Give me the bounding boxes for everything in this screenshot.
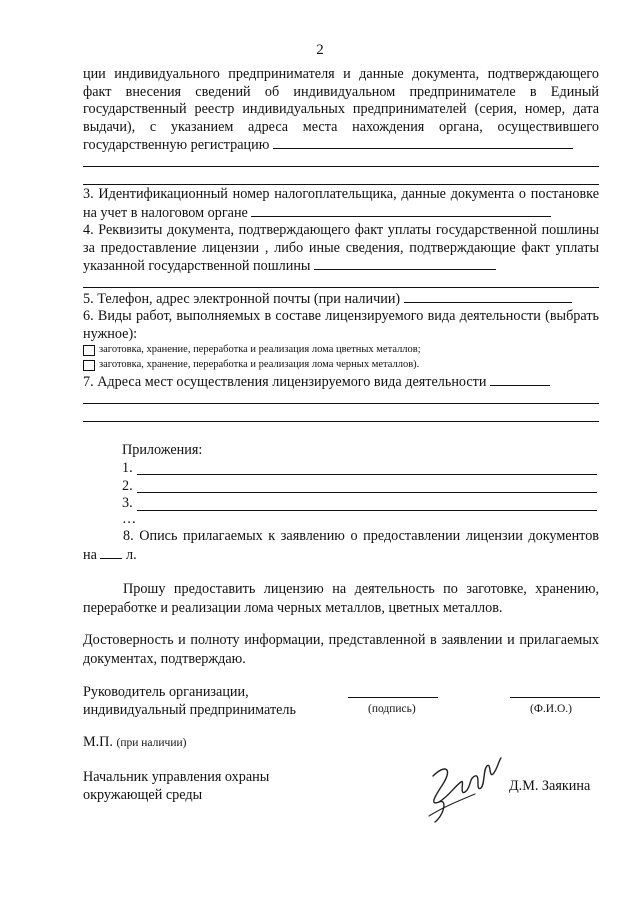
item-8-text: 8. Опись прилагаемых к заявлению о предоставлении лицензии документов на bbox=[83, 528, 599, 563]
item-8-suffix: л. bbox=[125, 547, 137, 563]
item-7 bbox=[83, 373, 599, 392]
annex-item-1: 1. bbox=[122, 460, 133, 476]
signature-caption: (подпись) bbox=[368, 703, 416, 715]
item-5-text: 5. Телефон, адрес электронной почты (при наличии) bbox=[83, 291, 401, 307]
item-4 bbox=[83, 222, 599, 276]
annex-blank-1[interactable] bbox=[137, 474, 597, 475]
stamp-label bbox=[83, 733, 186, 753]
request-paragraph: Прошу предоставить лицензию на деятельность по заготовке, хранению, переработке и реализации лома черных металлов, цветных металлов. bbox=[83, 581, 599, 616]
stamp-note: (при наличии) bbox=[116, 737, 187, 749]
annex-blank-2[interactable] bbox=[137, 492, 597, 493]
inn-blank[interactable] bbox=[251, 204, 551, 217]
item-5 bbox=[83, 290, 599, 309]
addresses-blank[interactable] bbox=[490, 373, 550, 386]
checkbox[interactable] bbox=[83, 345, 95, 356]
option-ferrous[interactable] bbox=[83, 359, 419, 371]
name-caption: (Ф.И.О.) bbox=[530, 703, 572, 715]
confirm-paragraph: Достоверность и полноту информации, представленной в заявлении и прилагаемых документах, подтверждаю. bbox=[83, 632, 599, 667]
contact-blank[interactable] bbox=[404, 290, 572, 303]
chief-title-line2: окружающей среды bbox=[83, 787, 203, 803]
option-nonferrous[interactable] bbox=[83, 344, 421, 356]
fee-payment-blank[interactable] bbox=[314, 257, 496, 270]
head-title-line1: Руководитель организации, bbox=[83, 684, 249, 700]
checkbox[interactable] bbox=[83, 360, 95, 371]
item-3 bbox=[83, 186, 599, 222]
page-count-blank[interactable] bbox=[100, 546, 122, 559]
handwritten-signature bbox=[425, 756, 505, 828]
item-7-text: 7. Адреса мест осуществления лицензируемого вида деятельности bbox=[83, 374, 487, 390]
annex-blank-3[interactable] bbox=[137, 510, 597, 511]
chief-name: Д.М. Заякина bbox=[509, 778, 591, 794]
option-nonferrous-label: заготовка, хранение, переработка и реализация лома цветных металлов; bbox=[99, 344, 421, 355]
blank-line bbox=[83, 166, 599, 167]
blank-line bbox=[83, 403, 599, 404]
head-title-line2: индивидуальный предприниматель bbox=[83, 702, 296, 718]
chief-title-line1: Начальник управления охраны bbox=[83, 769, 270, 785]
annex-item-2: 2. bbox=[122, 478, 133, 494]
item-6 bbox=[83, 308, 599, 343]
registration-authority-blank[interactable] bbox=[273, 136, 573, 149]
annex-ellipsis: … bbox=[122, 511, 137, 527]
annex-title: Приложения: bbox=[122, 442, 203, 458]
page-number: 2 bbox=[316, 42, 324, 58]
blank-line bbox=[83, 184, 599, 185]
signature-blank[interactable] bbox=[348, 697, 438, 698]
stamp-mp: М.П. bbox=[83, 734, 113, 750]
item-4-text: 4. Реквизиты документа, подтверждающего факт уплаты государственной пошлины за предоставление лицензии , либо иные сведения, подтверждающие факт уплаты указанной государственной пошлины bbox=[83, 222, 599, 274]
option-ferrous-label: заготовка, хранение, переработка и реализация лома черных металлов). bbox=[99, 359, 420, 370]
name-blank[interactable] bbox=[510, 697, 600, 698]
item-6-text: 6. Виды работ, выполняемых в составе лицензируемого вида деятельности (выбрать нужное): bbox=[83, 308, 599, 342]
blank-line bbox=[83, 287, 599, 288]
intro-text: ции индивидуального предпринимателя и данные документа, подтверждающего факт внесения сведений об индивидуальном предпринимателе в Единый государственный реестр индивидуальных предпринимателей (серия, номер, дата выдачи), с указанием адреса места нахождения органа, осуществившего государственную регистрацию bbox=[83, 66, 599, 153]
annex-item-3: 3. bbox=[122, 495, 133, 511]
intro-paragraph bbox=[83, 66, 599, 155]
item-3-text: 3. Идентификационный номер налогоплательщика, данные документа о постановке на учет в налоговом органе bbox=[83, 186, 599, 221]
blank-line bbox=[83, 421, 599, 422]
item-8 bbox=[83, 527, 599, 565]
